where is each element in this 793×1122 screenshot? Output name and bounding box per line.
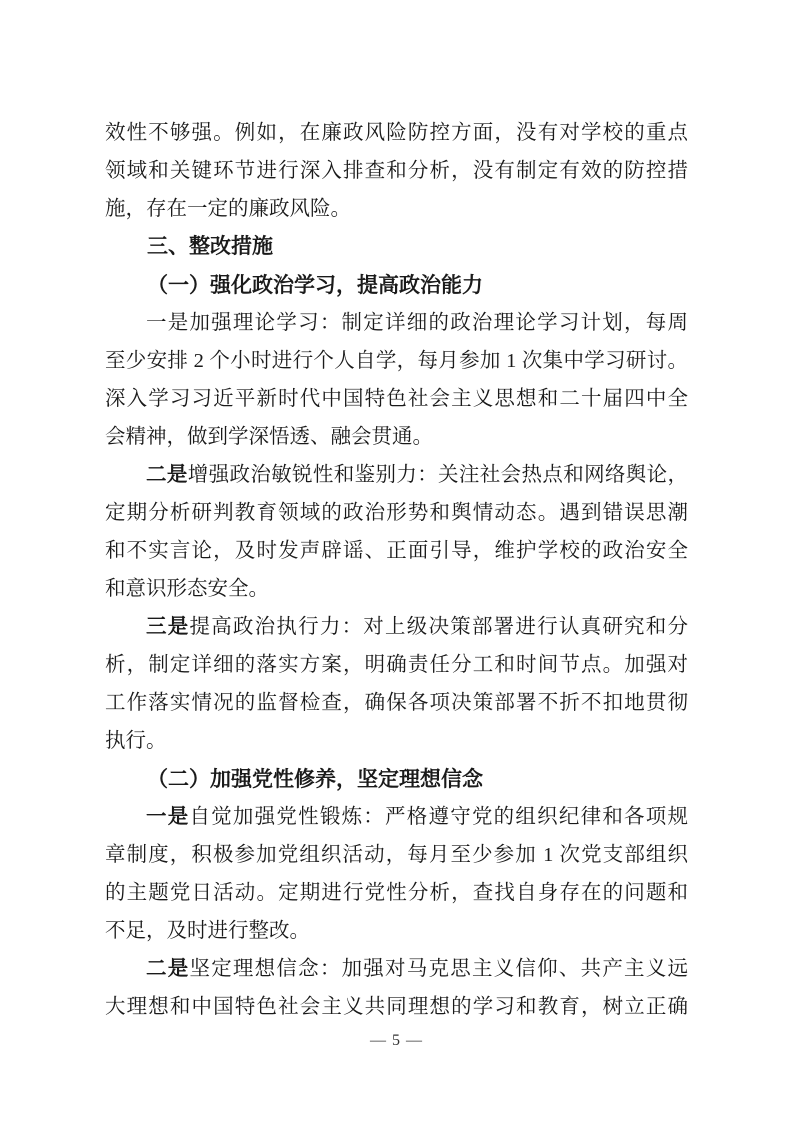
text-line: 定期分析研判教育领域的政治形势和舆情动态。遇到错误思潮 — [105, 502, 688, 524]
text-line: 工作落实情况的监督检查，确保各项决策部署不折不扣地贯彻 — [105, 692, 688, 714]
text-line: 三是提高政治执行力：对上级决策部署进行认真研究和分 — [146, 616, 689, 638]
text-line: 二是增强政治敏锐性和鉴别力：关注社会热点和网络舆论， — [146, 464, 689, 486]
text-line: 不足，及时进行整改。 — [105, 920, 310, 942]
text-line: 和意识形态安全。 — [105, 578, 269, 600]
text-line: 执行。 — [105, 730, 167, 752]
text-line: 深入学习习近平新时代中国特色社会主义思想和二十届四中全 — [105, 388, 688, 410]
paragraph-lead: 二是 — [146, 464, 188, 486]
text-line: 效性不够强。例如，在廉政风险防控方面，没有对学校的重点 — [105, 122, 688, 144]
text-line: 章制度，积极参加党组织活动，每月至少参加 1 次党支部组织 — [105, 844, 688, 866]
text-line: 至少安排 2 个小时进行个人自学，每月参加 1 次集中学习研讨。 — [105, 350, 688, 372]
text-line: 一是加强理论学习：制定详细的政治理论学习计划，每周 — [146, 312, 688, 334]
text-line: 会精神，做到学深悟透、融会贯通。 — [105, 426, 433, 448]
text-line: 施，存在一定的廉政风险。 — [105, 198, 351, 220]
paragraph-lead: 二是 — [146, 958, 190, 980]
heading-line: （二）加强党性修养，坚定理想信念 — [147, 767, 483, 791]
text-line: 大理想和中国特色社会主义共同理想的学习和教育，树立正确 — [105, 996, 688, 1018]
text-line: 的主题党日活动。定期进行党性分析，查找自身存在的问题和 — [105, 882, 688, 904]
text-line: 和不实言论，及时发声辟谣、正面引导，维护学校的政治安全 — [105, 540, 688, 562]
page-number: — 5 — — [370, 1032, 423, 1049]
heading-line: （一）强化政治学习，提高政治能力 — [147, 273, 483, 297]
document-body — [105, 114, 688, 1026]
text-line: 一是自觉加强党性锻炼：严格遵守党的组织纪律和各项规 — [146, 806, 689, 828]
heading-line: 三、整改措施 — [147, 235, 273, 258]
text-line: 析，制定详细的落实方案，明确责任分工和时间节点。加强对 — [105, 654, 688, 676]
paragraph-lead: 一是 — [146, 806, 190, 828]
text-line: 二是坚定理想信念：加强对马克思主义信仰、共产主义远 — [146, 958, 689, 980]
text-line: 领域和关键环节进行深入排查和分析，没有制定有效的防控措 — [105, 160, 688, 182]
paragraph-lead: 三是 — [146, 616, 190, 638]
